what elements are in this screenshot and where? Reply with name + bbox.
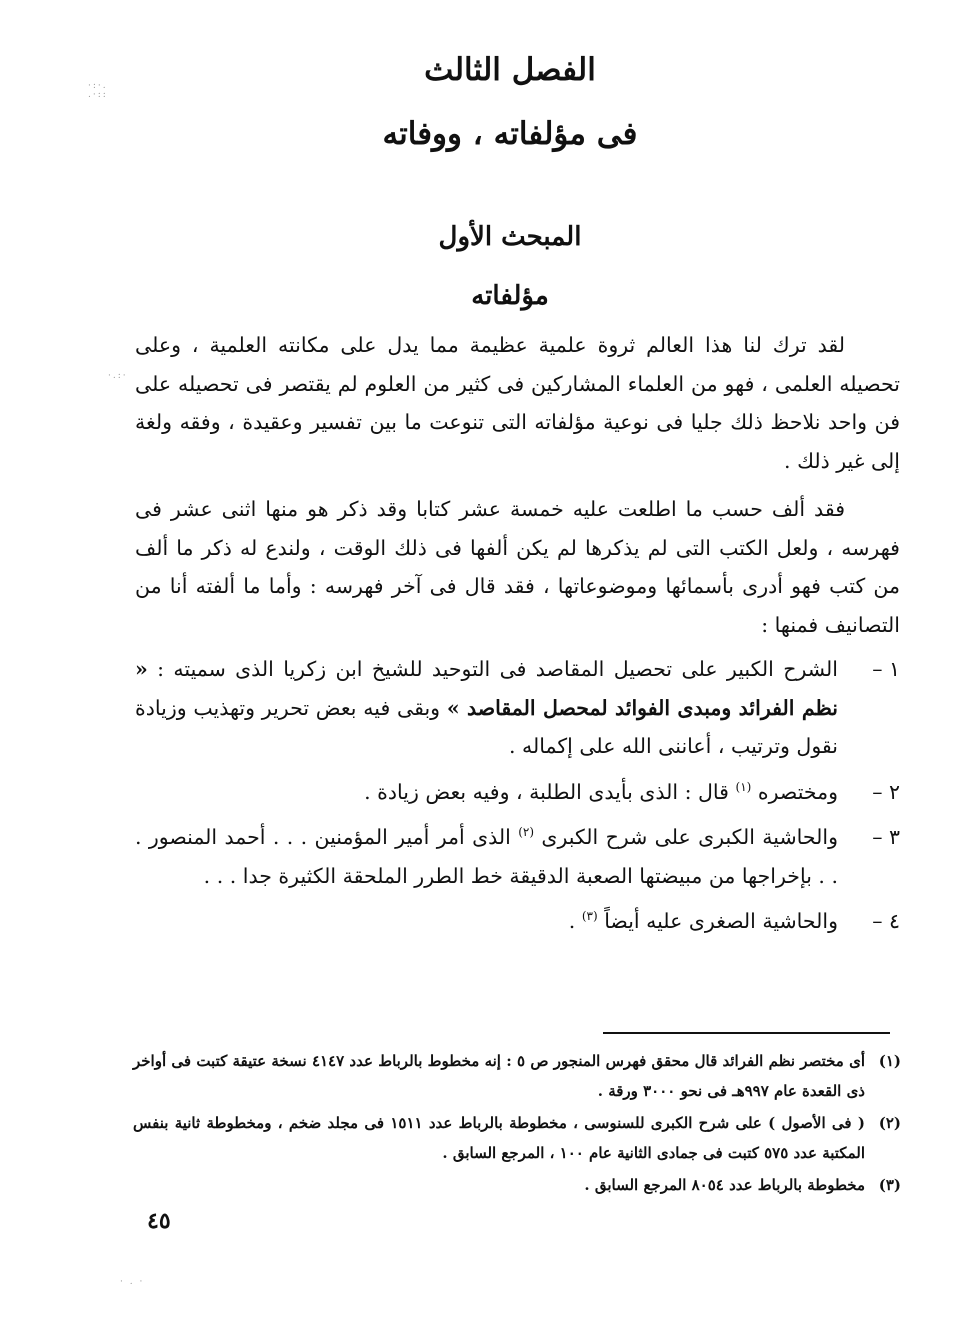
item-text-b: وبقى فيه بعض تحرير وتهذيب وزيادة نقول وترتيب ، أعاننى الله على إكماله . [135,695,838,758]
item-text-b: . [568,909,576,933]
scan-speckle: ·.:· [108,371,128,381]
item-text [135,773,838,812]
item-text-a: الشرح الكبير على تحصيل المقاصد فى التوحيد للشيخ ابن زكريا الذى سميته : [157,657,838,681]
list-item [135,650,900,766]
item-text [135,902,838,941]
list-item [135,818,900,895]
book-title: « نظم الفرائد ومبدى الفوائد لمحصل المقاصد » [135,657,838,720]
item-text-a: والحاشية الصغرى عليه أيضاً [604,909,838,933]
item-number: ٤ – [872,909,900,933]
chapter-title: الفصل الثالث [424,52,596,88]
footnote-text: أى مختصر نظم الفرائد قال محقق فهرس المنجور ص ٥ : إنه مخطوط بالرباط عدد ٤١٤٧ نسخة عتيقة كتبت فى أواخر ذى القعدة عام ٩٩٧هـ فى نحو ٣٠٠٠ ورقة . [133,1052,865,1100]
section-subtitle: مؤلفاته [471,281,549,311]
footnote-ref: (٢) [518,825,535,840]
footnote [133,1170,901,1200]
chapter-subtitle: فى مؤلفاته ، ووفاته [382,116,638,152]
page-number: ٤٥ [147,1208,171,1234]
footnote [133,1108,901,1168]
footnote-text: ( فى الأصول ) على شرح الكبرى للسنوسى ، مخطوطة بالرباط عدد ١٥١١ فى مجلد ضخم ، ومخطوطة ثانية بنفس المكتبة عدد ٥٧٥ كتبت فى جمادى الثانية عام ١٠٠ ، المرجع السابق . [133,1114,865,1162]
scan-speckle: ·:·. .·:: [88,81,108,100]
works-list [135,650,900,948]
item-number: ٢ – [872,779,900,804]
item-text-b: الذى أمر أمير المؤمنين . . . أحمد المنصور . . . بإخراجها من مبيضتها الصعبة الدقيقة خط الطرر الملحقة الكثيرة جدا . . . [135,825,838,888]
footnotes [133,1046,901,1202]
paragraph-1: لقد ترك لنا هذا العالم ثروة علمية عظيمة مما يدل على مكانته العلمية ، وعلى تحصيله العلمى ، فهو من العلماء المشاركين فى كثير من العلوم لم يقتصر فى تحصيله على فن واحد نلاحظ ذلك جليا فى نوعية مؤلفاته التى تنوعت ما بين تفسير وعقيدة ، وفقه ولغة إلى غير ذلك . [135,333,900,473]
item-text-a: والحاشية الكبرى على شرح الكبرى [541,825,838,849]
item-number: ٣ – [872,825,900,849]
footnote-number: (١) [878,1052,901,1070]
footnote-divider [603,1032,890,1034]
list-item [135,902,900,941]
item-text-b: قال : الذى بأيدى الطلبة ، وفيه بعض زيادة . [364,779,729,804]
footnote-number: (٢) [878,1114,901,1132]
section-title: المبحث الأول [438,222,582,252]
footnote-text: مخطوطة بالرباط عدد ٨٠٥٤ المرجع السابق . [584,1176,865,1194]
item-text-a: ومختصره [757,779,838,804]
paragraph-2: فقد ألف حسب ما اطلعت عليه خمسة عشر كتابا وقد ذكر هو منها اثنى عشر فى فهرسه ، ولعل الكتب التى لم يذكرها لم يكن ألفها فى ذلك الوقت ، ولندع له ذكر ما ألف من كتب فهو أدرى بأسمائها وموضوعاتها ، فقد قال فى آخر فهرسه : وأما ما ألفته أنا من التصانيف فمنها : [135,497,900,637]
footnote-number: (٣) [878,1176,901,1194]
scan-speckle: · . · [120,1277,145,1287]
footnote [133,1046,901,1106]
item-number: ١ – [872,657,900,681]
list-item [135,773,900,812]
footnote-ref: (١) [735,779,752,794]
item-text [135,818,838,895]
item-text [135,650,838,766]
footnote-ref: (٣) [581,909,598,924]
